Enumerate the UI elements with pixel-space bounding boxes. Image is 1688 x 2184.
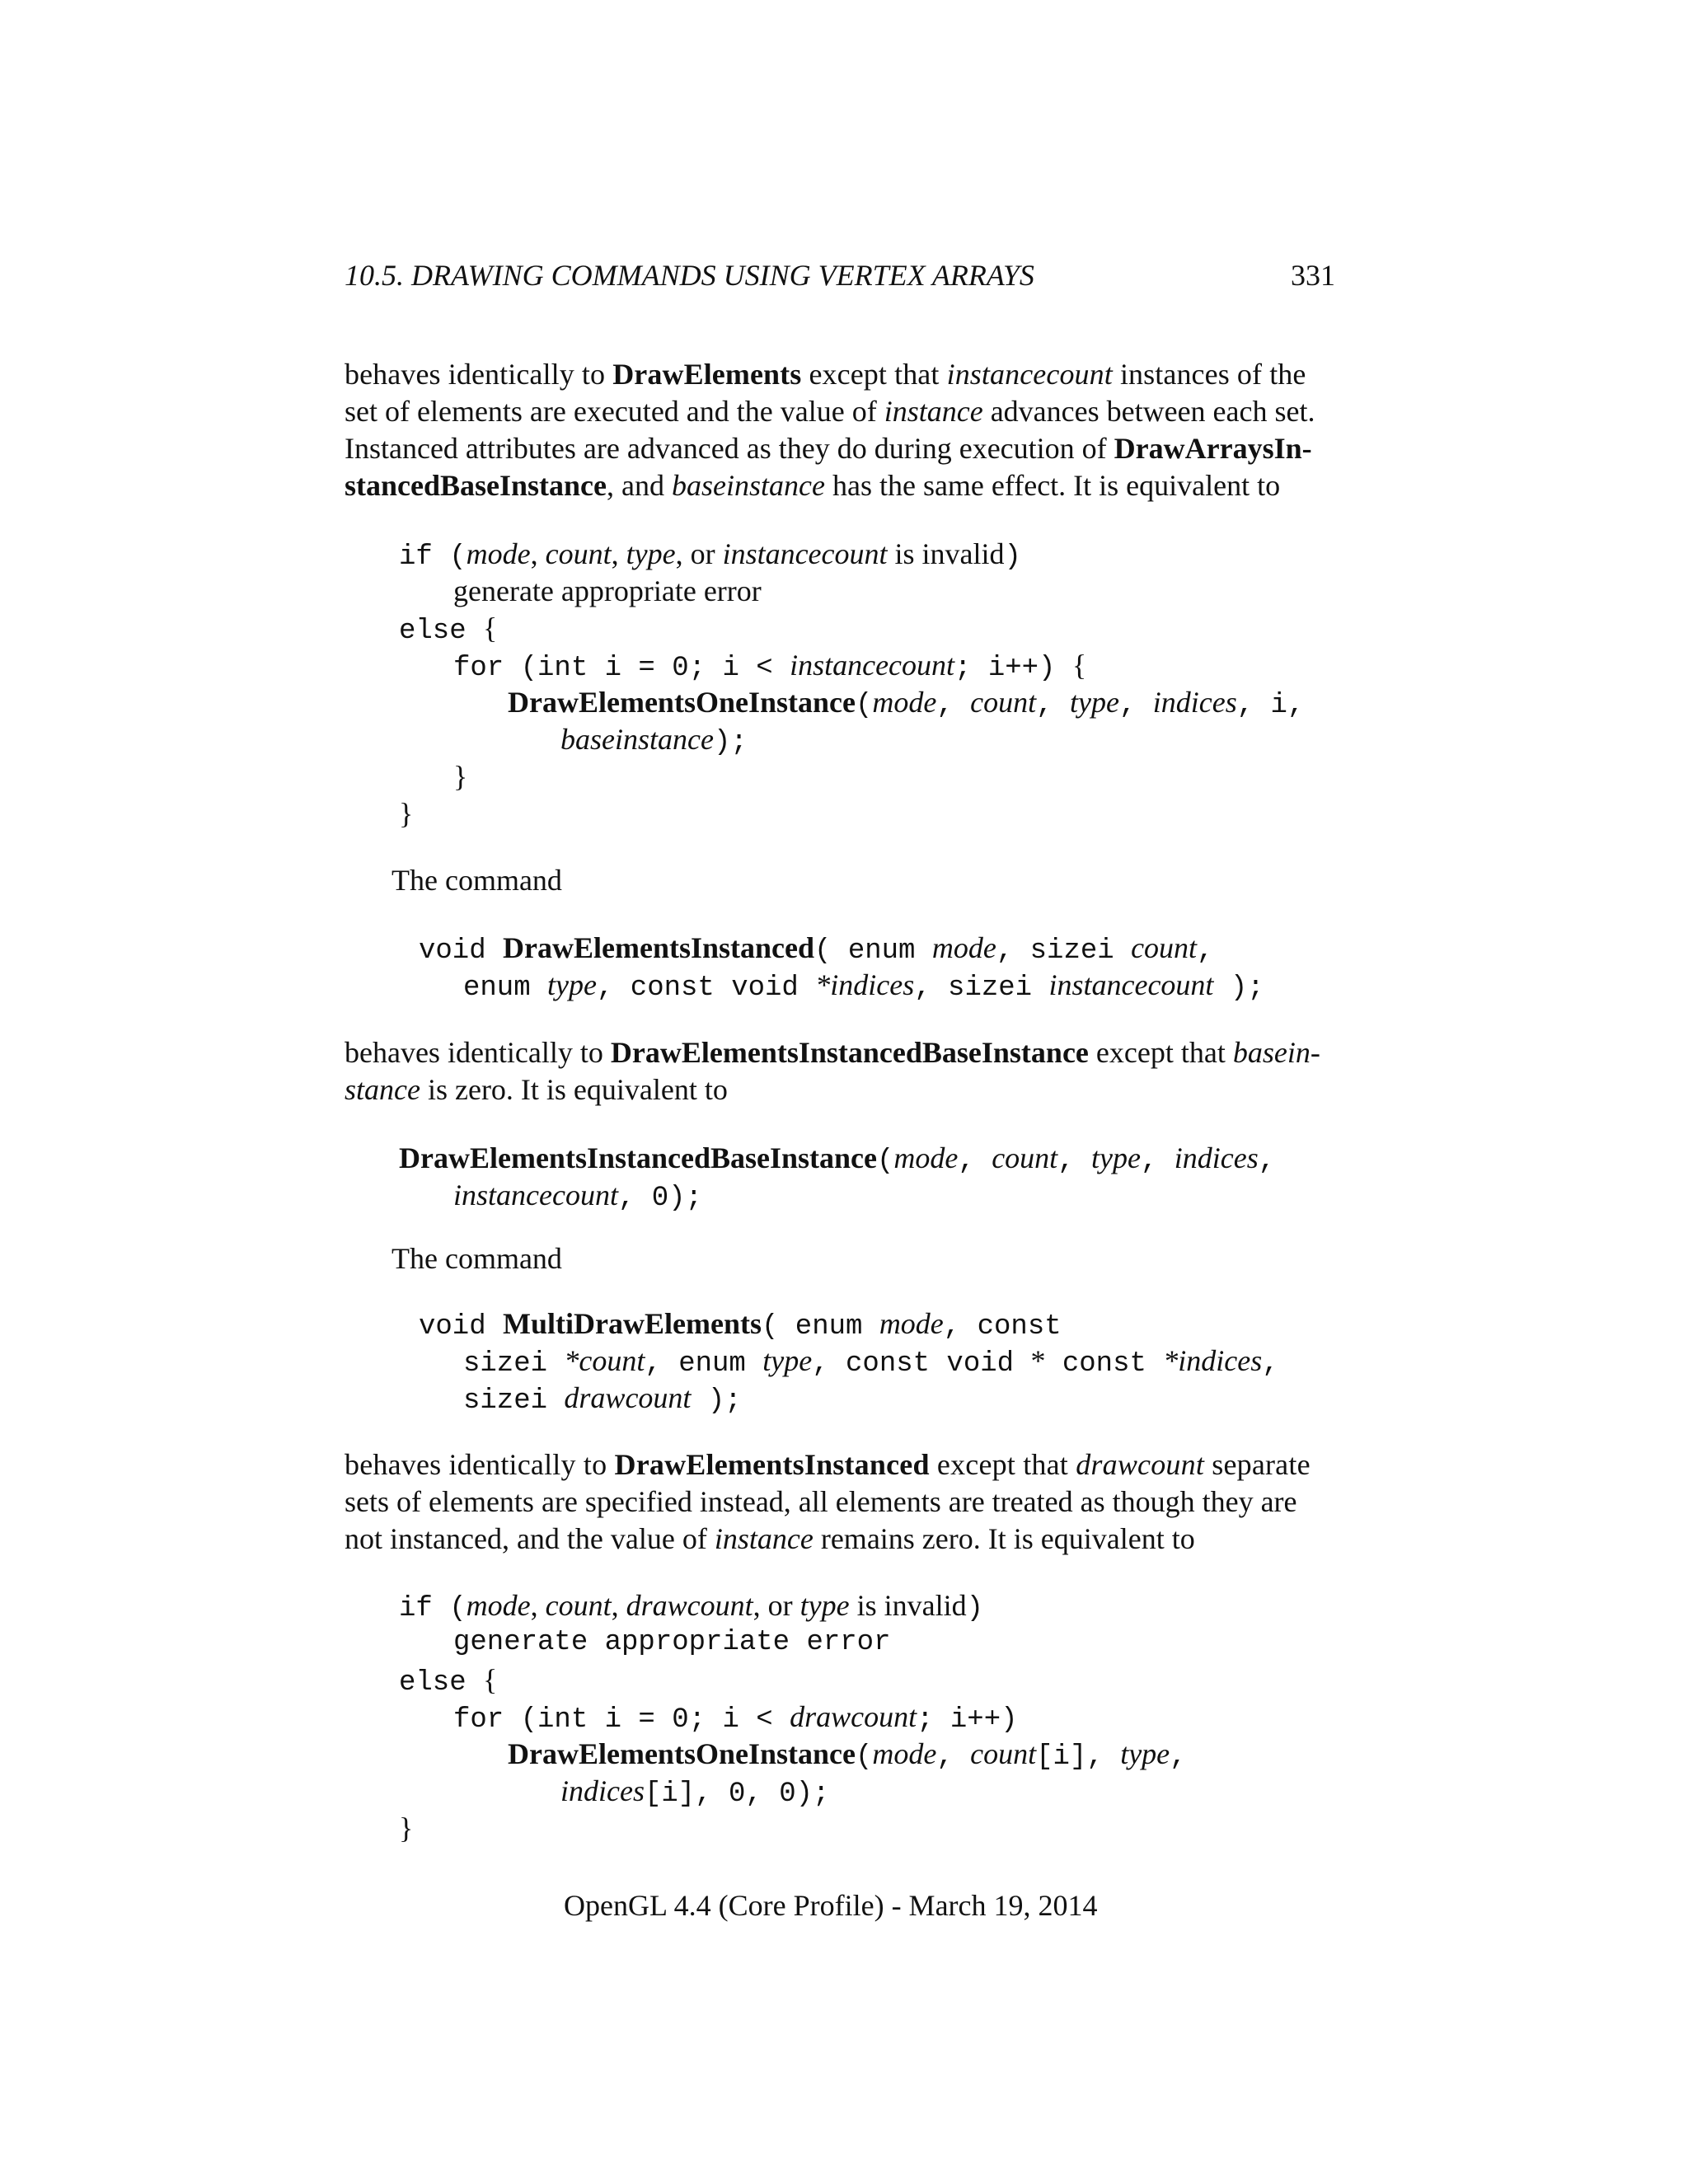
proto1-line-1: void DrawElementsInstanced( enum mode, sizei count, (419, 931, 1214, 967)
para3-line-3: not instanced, and the value of instance remains zero. It is equivalent to (345, 1522, 1195, 1555)
code3-line-7: } (399, 1811, 414, 1844)
para1-line-1: behaves identically to DrawElements except that instancecount instances of the (345, 358, 1306, 391)
para3-line-2: sets of elements are specified instead, all elements are treated as though they are (345, 1485, 1297, 1518)
code3-line-3: else { (399, 1663, 498, 1699)
section-title: 10.5. DRAWING COMMANDS USING VERTEX ARRAYS (345, 259, 1034, 292)
code3-line-1: if (mode, count, drawcount, or type is invalid) (399, 1589, 983, 1624)
para1-line-3: Instanced attributes are advanced as they do during execution of DrawArraysIn- (345, 432, 1312, 465)
proto2-line-1: void MultiDrawElements( enum mode, const (419, 1307, 1062, 1343)
command-label-2: The command (392, 1242, 562, 1275)
code3-line-6: indices[i], 0, 0); (560, 1774, 830, 1810)
para1-line-2: set of elements are executed and the value of instance advances between each set. (345, 395, 1315, 428)
para3-line-1: behaves identically to DrawElementsInstanced except that drawcount separate (345, 1448, 1311, 1481)
code2-line-2: instancecount, 0); (453, 1179, 702, 1214)
code1-line-6: baseinstance); (560, 723, 748, 758)
code1-line-5: DrawElementsOneInstance(mode, count, type, indices, i, (508, 686, 1305, 721)
proto2-line-2: sizei *count, enum type, const void * const *indices, (463, 1344, 1279, 1380)
code3-line-2: generate appropriate error (453, 1627, 891, 1658)
code1-line-4: for (int i = 0; i < instancecount; i++) { (453, 649, 1087, 684)
para2-line-2: stance is zero. It is equivalent to (345, 1073, 728, 1106)
code3-line-4: for (int i = 0; i < drawcount; i++) (453, 1700, 1018, 1736)
proto1-line-2: enum type, const void *indices, sizei instancecount ); (463, 968, 1264, 1004)
proto2-line-3: sizei drawcount ); (463, 1381, 742, 1417)
code1-line-3: else { (399, 612, 498, 647)
code1-line-2: generate appropriate error (453, 574, 762, 607)
para2-line-1: behaves identically to DrawElementsInstancedBaseInstance except that basein- (345, 1036, 1320, 1069)
command-label-1: The command (392, 864, 562, 897)
code1-line-8: } (399, 797, 414, 830)
code1-line-1: if (mode, count, type, or instancecount is invalid) (399, 537, 1021, 573)
code2-line-1: DrawElementsInstancedBaseInstance(mode, count, type, indices, (399, 1141, 1276, 1177)
running-header (345, 257, 1034, 293)
code3-line-5: DrawElementsOneInstance(mode, count[i], type, (508, 1737, 1187, 1773)
page-footer: OpenGL 4.4 (Core Profile) - March 19, 2014 (564, 1889, 1098, 1922)
para1-line-4: stancedBaseInstance, and baseinstance has the same effect. It is equivalent to (345, 469, 1281, 502)
page-number: 331 (1291, 259, 1335, 292)
code1-line-7: } (453, 760, 468, 793)
